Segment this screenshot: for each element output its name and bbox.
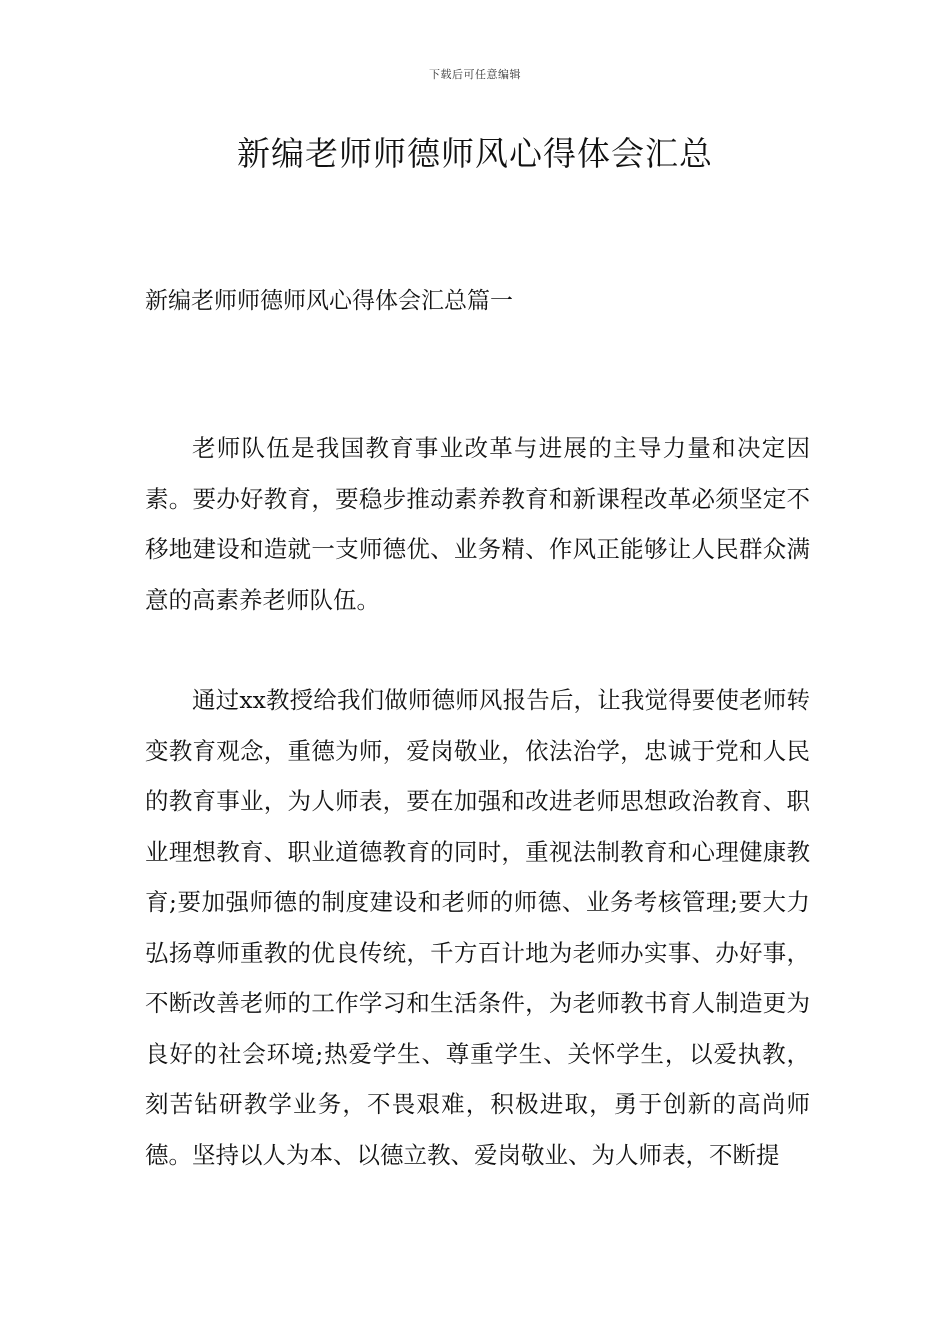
section-title: 新编老师师德师风心得体会汇总篇一 xyxy=(145,288,513,314)
paragraph-2: 通过xx教授给我们做师德师风报告后，让我觉得要使老师转变教育观念，重德为师，爱岗敬业，依法治学，忠诚于党和人民的教育事业，为人师表，要在加强和改进老师思想政治教育、职业理想教育、职业道德教育的同时，重视法制教育和心理健康教育;要加强师德的制度建设和老师的师德、业务考核管理;要大力弘扬尊师重教的优良传统，千方百计地为老师办实事、办好事，不断改善老师的工作学习和生活条件，为老师教书育人制造更为良好的社会环境;热爱学生、尊重学生、关怀学生，以爱执教，刻苦钻研教学业务，不畏艰难，积极进取，勇于创新的高尚师德。坚持以人为本、以德立教、爱岗敬业、为人师表，不断提 xyxy=(145,686,810,1169)
document-title: 新编老师师德师风心得体会汇总 xyxy=(237,134,713,173)
paragraph-1: 老师队伍是我国教育事业改革与进展的主导力量和决定因素。要办好教育，要稳步推动素养教育和新课程改革必须坚定不移地建设和造就一支师德优、业务精、作风正能够让人民群众满意的高素养老师队伍。 xyxy=(145,434,810,614)
header-note: 下载后可任意编辑 xyxy=(429,68,521,81)
